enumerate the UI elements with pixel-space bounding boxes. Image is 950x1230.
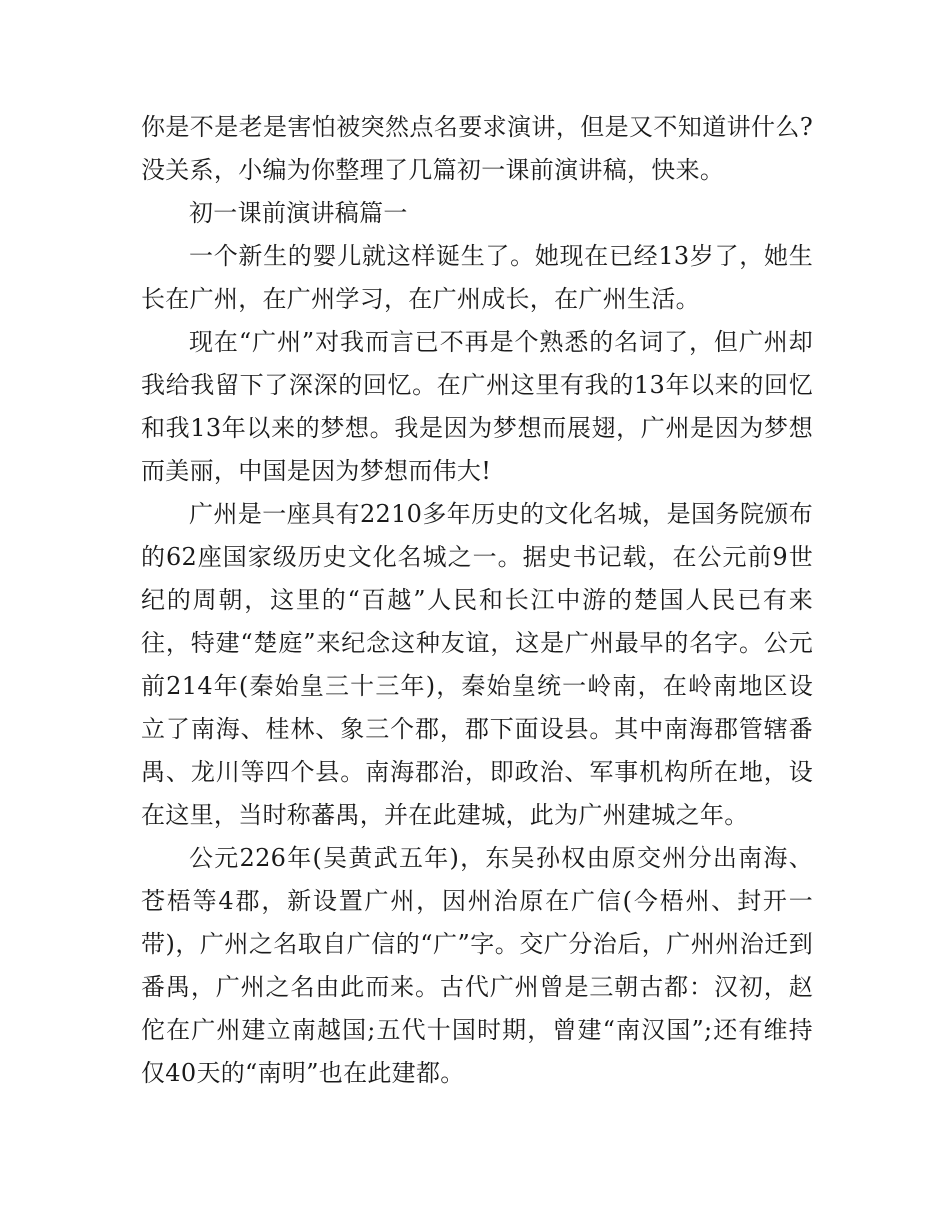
document-body <box>141 106 813 1095</box>
body-paragraph-4: 公元226年(吴黄武五年)，东吴孙权由原交州分出南海、苍梧等4郡，新设置广州，因州治原在广信(今梧州、封开一带)，广州之名取自广信的“广”字。交广分治后，广州州治迁到番禺，广州之名由此而来。古代广州曾是三朝古都：汉初，赵佗在广州建立南越国;五代十国时期，曾建“南汉国”;还有维持仅40天的“南明”也在此建都。 <box>141 844 813 1087</box>
body-paragraph-1: 一个新生的婴儿就这样诞生了。她现在已经13岁了，她生长在广州，在广州学习，在广州成长，在广州生活。 <box>141 242 813 313</box>
body-paragraph-2: 现在“广州”对我而言已不再是个熟悉的名词了，但广州却我给我留下了深深的回忆。在广州这里有我的13年以来的回忆和我13年以来的梦想。我是因为梦想而展翅，广州是因为梦想而美丽，中国是因为梦想而伟大! <box>141 328 813 485</box>
intro-paragraph: 你是不是老是害怕被突然点名要求演讲，但是又不知道讲什么?没关系，小编为你整理了几篇初一课前演讲稿，快来。 <box>141 113 813 184</box>
body-paragraph-3: 广州是一座具有2210多年历史的文化名城，是国务院颁布的62座国家级历史文化名城之一。据史书记载，在公元前9世纪的周朝，这里的“百越”人民和长江中游的楚国人民已有来往，特建“楚庭”来纪念这种友谊，这是广州最早的名字。公元前214年(秦始皇三十三年)，秦始皇统一岭南，在岭南地区设立了南海、桂林、象三个郡，郡下面设县。其中南海郡管辖番禺、龙川等四个县。南海郡治，即政治、军事机构所在地，设在这里，当时称蕃禺，并在此建城，此为广州建城之年。 <box>141 500 813 829</box>
section-heading: 初一课前演讲稿篇一 <box>189 199 408 227</box>
